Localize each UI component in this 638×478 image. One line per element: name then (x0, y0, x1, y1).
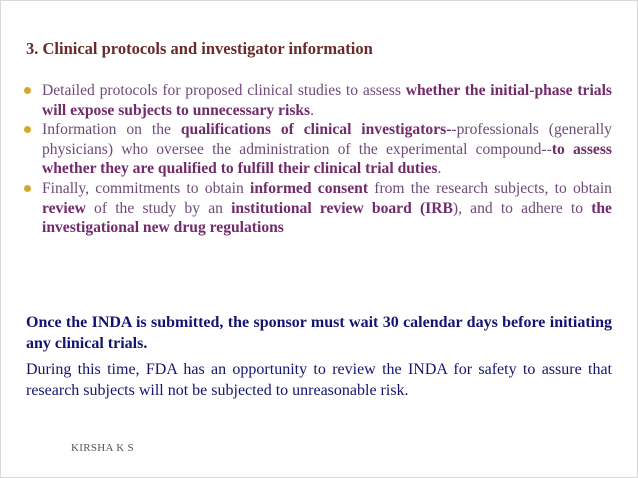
bullet-dot-icon (24, 185, 31, 192)
bullet-segment: ), and to adhere to (452, 199, 592, 217)
bullet-highlight: informed consent (250, 179, 369, 197)
bullet-item (24, 120, 612, 179)
bullet-dot-icon (24, 87, 31, 94)
bullet-item (24, 179, 612, 238)
bullet-highlight: whether the initial-phase trials will expose subjects to unnecessary risks (42, 82, 612, 119)
bullet-text (42, 180, 612, 236)
bullet-segment: of the study by an (85, 199, 232, 217)
bullet-item (24, 81, 612, 120)
fda-review-paragraph: During this time, FDA has an opportunity to review the INDA for safety to assure that research subjects will not be subjected to unreasonable risk. (26, 361, 612, 399)
bullet-highlight: qualifications of clinical investigators- (180, 121, 452, 139)
footer-author: KIRSHA K S (71, 442, 134, 454)
bullet-dot-icon (24, 126, 31, 133)
bullet-highlight: review (42, 199, 86, 217)
bullet-segment: Detailed protocols for proposed clinical studies to assess (42, 82, 406, 99)
bullet-segment: Information on the (42, 121, 181, 139)
bullet-segment: from the research subjects, to obtain (368, 179, 612, 197)
bullet-segment: Finally, commitments to obtain (42, 179, 251, 197)
bullet-text (42, 82, 612, 119)
bullet-text (42, 121, 612, 177)
bullet-highlight: the investigational new drug regulations (42, 199, 612, 237)
slide-heading: 3. Clinical protocols and investigator information (26, 39, 373, 58)
bullet-list (24, 81, 612, 238)
submission-statement: Once the INDA is submitted, the sponsor must wait 30 calendar days before initiating any clinical trials. (26, 314, 612, 352)
bullet-highlight: institutional review board (IRB (231, 199, 453, 217)
bullet-segment: . (437, 160, 442, 178)
bullet-segment: -professionals (generally physicians) who oversee the administration of the experimental compound-- (42, 121, 612, 158)
bullet-segment: . (310, 101, 315, 119)
bullet-highlight: to assess whether they are qualified to fulfill their clinical trial duties (42, 140, 612, 178)
